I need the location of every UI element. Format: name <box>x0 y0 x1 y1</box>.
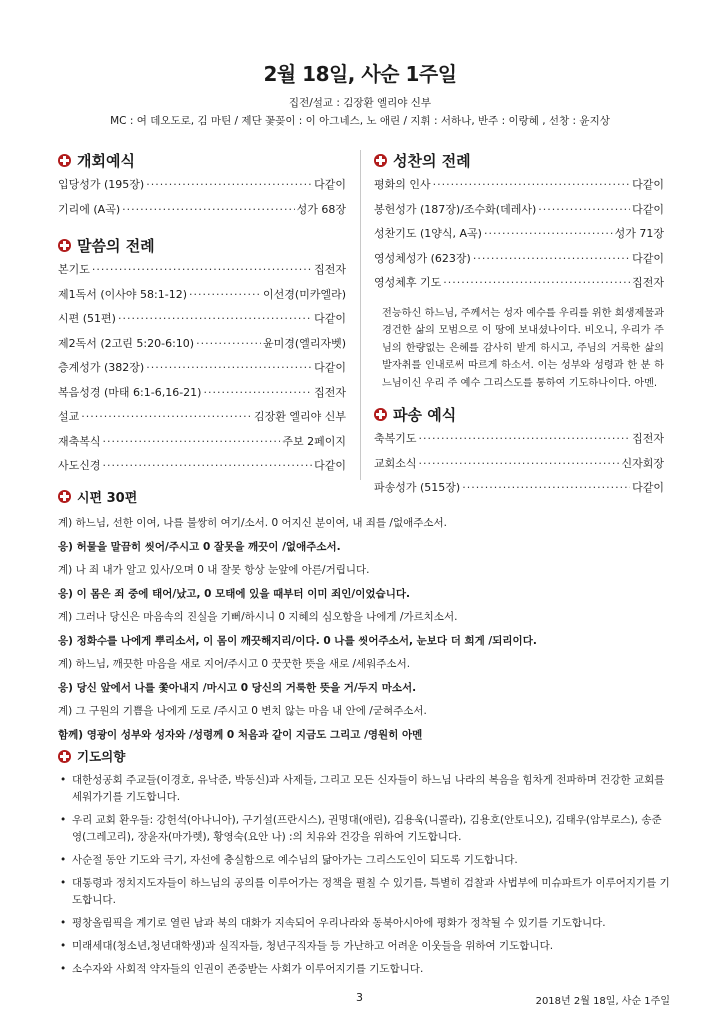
section-title: 성찬의 전례 <box>393 151 471 170</box>
intention-item: • 사순절 동안 기도와 극기, 자선에 충실함으로 예수님의 닮아가는 그리스도인이 되도록 기도합니다. <box>58 852 670 869</box>
psalm-line: 계) 그 구원의 기쁨을 나에게 도로 /주시고 0 변치 않는 마음 내 안에 /굳혀주소서. <box>58 705 427 717</box>
order-item-value: 다같이 <box>314 312 346 325</box>
order-item-value: 집전자 <box>632 432 664 445</box>
order-row <box>58 457 346 482</box>
section-heading-eucharist <box>374 148 664 172</box>
dot-leader <box>81 410 252 423</box>
dot-leader <box>419 457 620 470</box>
opening-rows <box>58 176 346 225</box>
order-item-label: 영성체성가 (623장) <box>374 251 471 265</box>
dot-leader <box>433 178 630 191</box>
page-number: 3 <box>356 991 363 1004</box>
intention-item: • 소수자와 사회적 약자들의 인권이 존중받는 사회가 이루어지기를 기도합니다. <box>58 961 670 978</box>
intention-item: • 평창올림픽을 계기로 열린 남과 북의 대화가 지속되어 우리나라와 동북아시아에 평화가 정착될 수 있기를 기도합니다. <box>58 915 670 932</box>
dot-leader <box>419 432 631 445</box>
section-heading-word <box>58 233 346 257</box>
order-item-value: 집전자 <box>632 276 664 289</box>
order-row <box>58 359 346 384</box>
order-item-value: 집전자 <box>314 263 346 276</box>
dot-leader <box>203 386 312 399</box>
cross-icon <box>58 154 71 167</box>
order-item-value: 다같이 <box>632 251 664 265</box>
order-row <box>58 261 346 286</box>
order-row <box>374 225 664 250</box>
intention-item: • 대한성공회 주교들(이경호, 유낙준, 박동신)과 사제들, 그리고 모든 신자들이 하느님 나라의 복음을 힘차게 전파하며 건강한 교회를 세워가기를 기도합니다. <box>58 772 670 806</box>
order-item-label: 입당성가 (195장) <box>58 178 145 191</box>
order-item-label: 교회소식 <box>374 456 417 470</box>
psalm-line: 계) 나 죄 내가 알고 있사/오며 0 내 잘못 항상 눈앞에 아른/거립니다. <box>58 564 370 576</box>
dot-leader <box>122 203 295 216</box>
section-title: 개회예식 <box>77 151 135 170</box>
section-title: 기도의향 <box>77 749 126 764</box>
eucharist-rows <box>374 176 664 299</box>
order-row <box>58 310 346 335</box>
order-item-label: 복음성경 (마태 6:1-6,16-21) <box>58 385 202 399</box>
word-rows <box>58 261 346 482</box>
psalm-line: 응) 허물을 말끔히 씻어/주시고 0 잘못을 깨끗이 /없애주소서. <box>58 540 341 553</box>
order-item-value: 성가 71장 <box>614 227 664 240</box>
order-item-label: 기리에 (A곡) <box>58 202 121 216</box>
section-title: 시편 30편 <box>77 490 138 506</box>
section-title: 말씀의 전례 <box>77 236 155 255</box>
order-item-value: 신자회장 <box>621 456 664 470</box>
intentions-list <box>58 772 670 978</box>
order-item-value: 김장환 엘리야 신부 <box>253 410 346 423</box>
order-row <box>58 408 346 433</box>
dot-leader <box>484 227 613 240</box>
order-row <box>374 250 664 275</box>
cross-icon <box>58 750 71 763</box>
dot-leader <box>118 312 312 325</box>
dot-leader <box>196 337 261 350</box>
order-item-label: 제2독서 (2고린 5:20-6:10) <box>58 336 195 350</box>
post-communion-prayer: 전능하신 하느님, 주께서는 성자 예수를 우리를 위한 희생제물과 경건한 삶의 모범으로 이 땅에 보내셨나이다. 비오니, 우리가 주님의 한량없는 은혜를 감사히 받게 하시고, 주님의 거룩한 삶의 발자취를 인내로써 따르게 하소서. 이는 성부와 성령과 한 분 하느님이신 우리 주 예수 그리스도를 통하여 기도하나이다. 아멘. <box>382 307 664 389</box>
cross-icon <box>58 490 71 503</box>
psalm-line: 계) 하느님, 선한 이여, 나를 불쌍히 여기/소서. 0 어지신 분이여, 내 죄를 /없애주소서. <box>58 517 448 529</box>
psalm-line: 계) 하느님, 깨끗한 마음을 새로 지어/주시고 0 꿋꿋한 뜻을 새로 /세워주소서. <box>58 658 411 670</box>
intention-item: • 우리 교회 환우들: 강헌석(아나니아), 구기설(프란시스), 권명대(애린), 김용욱(니콜라), 김용호(안토니오), 김태우(암부로스), 송준영(그레고리), 장윤자(마가렛), 황영숙(요안 나) :의 치유와 건강을 위하여 기도합니다. <box>58 812 670 846</box>
intentions-section <box>58 744 670 984</box>
order-item-label: 시편 (51편) <box>58 312 116 325</box>
column-divider <box>360 150 361 480</box>
order-row <box>374 176 664 201</box>
order-item-label: 제1독서 (이사야 58:1-12) <box>58 287 187 301</box>
intention-item: • 대통령과 정치지도자들이 하느님의 공의를 이루어가는 정책을 펼칠 수 있기를, 특별히 검찰과 사법부에 미슈파트가 이루어지기를 기도합니다. <box>58 875 670 909</box>
order-row <box>374 274 664 299</box>
celebrant-line: 집전/설교 : 김장환 엘리야 신부 <box>288 97 432 109</box>
cross-icon <box>374 154 387 167</box>
psalm-line: 계) 그러나 당신은 마음속의 진실을 기뻐/하시니 0 지혜의 심오함을 나에게 /가르치소서. <box>58 611 458 623</box>
order-item-value: 집전자 <box>314 385 346 399</box>
order-row <box>58 433 346 458</box>
psalm-section <box>58 484 668 747</box>
section-title: 파송 예식 <box>393 405 457 424</box>
order-row <box>374 455 664 480</box>
order-row <box>58 384 346 409</box>
ministers-line: MC : 여 데오도로, 김 마틴 / 제단 꽃꽂이 : 이 아그네스, 노 애린 / 지휘 : 서하나, 반주 : 이랑혜 , 선창 : 윤지상 <box>110 115 610 127</box>
dot-leader <box>146 178 312 191</box>
section-heading-psalm <box>58 484 668 508</box>
psalm-line: 응) 당신 앞에서 나를 쫓아내지 /마시고 0 당신의 거룩한 뜻을 거/두지 마소서. <box>58 681 417 694</box>
order-row <box>374 430 664 455</box>
psalm-line: 함께) 영광이 성부와 성자와 /성령께 0 처음과 같이 지금도 그리고 /영원히 아멘 <box>58 728 423 741</box>
order-item-value: 다같이 <box>314 459 346 472</box>
order-item-label: 파송성가 (515장) <box>374 481 461 494</box>
cross-icon <box>58 239 71 252</box>
order-row <box>58 201 346 226</box>
dot-leader <box>473 252 630 265</box>
intention-item: • 미래세대(청소년,청년대학생)과 실직자들, 청년구직자들 등 가난하고 어려운 이웃들을 위하여 기도합니다. <box>58 938 670 955</box>
order-item-value: 다같이 <box>632 178 664 191</box>
order-row <box>58 286 346 311</box>
psalm-lines <box>58 512 668 747</box>
order-item-label: 평화의 인사 <box>374 178 431 191</box>
order-item-value: 주보 2페이지 <box>282 434 346 448</box>
order-item-label: 성찬기도 (1양식, A곡) <box>374 227 482 240</box>
order-item-label: 영성체후 기도 <box>374 276 442 289</box>
dot-leader <box>103 459 313 472</box>
dot-leader <box>443 276 630 289</box>
section-heading-intentions <box>58 744 670 768</box>
order-item-value: 다같이 <box>314 361 346 374</box>
psalm-line: 응) 이 몸은 죄 중에 태어/났고, 0 모태에 있을 때부터 이미 죄인/이었습니다. <box>58 587 410 600</box>
section-heading-opening <box>58 148 346 172</box>
footer-date: 2018년 2월 18일, 사순 1주일 <box>535 996 670 1007</box>
left-column <box>58 148 346 482</box>
cross-icon <box>374 408 387 421</box>
order-row <box>374 201 664 226</box>
order-item-label: 사도신경 <box>58 459 101 472</box>
dot-leader <box>538 203 630 216</box>
psalm-line: 응) 정화수를 나에게 뿌리소서, 이 몸이 깨끗해지리/이다. 0 나를 씻어주소서, 눈보다 더 희게 /되리이다. <box>58 634 537 647</box>
order-item-label: 본기도 <box>58 263 90 276</box>
order-item-label: 축복기도 <box>374 432 417 445</box>
section-heading-dismissal <box>374 402 664 426</box>
order-item-value: 다같이 <box>632 202 664 216</box>
order-item-value: 다같이 <box>632 481 664 494</box>
dot-leader <box>146 361 312 374</box>
order-item-label: 층계성가 (382장) <box>58 361 145 374</box>
right-column <box>374 148 664 504</box>
order-item-value: 윤미경(엘리자벳) <box>263 336 346 350</box>
order-item-value: 이선경(미카엘라) <box>263 287 346 301</box>
order-row <box>58 176 346 201</box>
dot-leader <box>103 435 281 448</box>
order-item-label: 설교 <box>58 410 80 423</box>
order-item-label: 봉헌성가 (187장)/조수화(데레사) <box>374 202 537 216</box>
dot-leader <box>189 288 261 301</box>
order-item-value: 성가 68장 <box>296 202 346 216</box>
order-item-value: 다같이 <box>314 178 346 191</box>
order-row <box>58 335 346 360</box>
page-title: 2월 18일, 사순 1주일 <box>263 62 457 86</box>
order-item-label: 재축복식 <box>58 434 101 448</box>
dot-leader <box>92 263 312 276</box>
